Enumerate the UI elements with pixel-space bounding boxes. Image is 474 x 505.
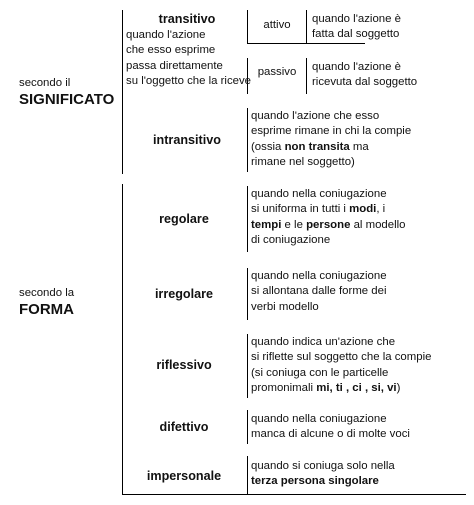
emphasis-non-transita: non transita bbox=[284, 140, 350, 153]
divider-attivo-desc bbox=[306, 10, 307, 43]
passivo-label: passivo bbox=[257, 66, 297, 78]
irregolare-desc-line: si allontana dalle forme dei bbox=[251, 285, 387, 298]
intransitivo-desc-line bbox=[251, 140, 411, 155]
intransitivo-title: intransitivo bbox=[153, 133, 221, 147]
impersonale-desc-line: quando si coniuga solo nella bbox=[251, 460, 395, 472]
attivo-desc-line: fatta dal soggetto bbox=[312, 28, 400, 41]
transitivo-title: transitivo bbox=[158, 12, 216, 26]
divider-riflessivo bbox=[247, 334, 248, 398]
divider-difettivo bbox=[247, 410, 248, 444]
riflessivo-desc-line: si riflette sul soggetto che la compie bbox=[251, 351, 432, 364]
regolare-desc-line bbox=[251, 202, 406, 217]
divider-attivo-passivo bbox=[247, 43, 365, 44]
text-fragment: promonimali bbox=[251, 382, 317, 395]
intransitivo-description bbox=[251, 109, 411, 171]
category-forma-title: FORMA bbox=[19, 301, 74, 318]
divider-irregolare bbox=[247, 268, 248, 320]
table-bottom-line bbox=[122, 494, 466, 495]
impersonale-desc-line bbox=[251, 474, 395, 489]
text-fragment: e le bbox=[281, 218, 307, 231]
intransitivo-desc-line: rimane nel soggetto) bbox=[251, 156, 355, 169]
riflessivo-description bbox=[251, 335, 431, 397]
irregolare-title: irregolare bbox=[154, 287, 214, 301]
category-forma-prefix: secondo la bbox=[19, 287, 75, 299]
category-significato-title: SIGNIFICATO bbox=[19, 91, 115, 108]
difettivo-desc-line: manca di alcune o di molte voci bbox=[251, 428, 410, 441]
transitivo-desc-line: quando l'azione bbox=[126, 29, 206, 41]
regolare-desc-line bbox=[251, 218, 406, 233]
passivo-desc-line: ricevuta dal soggetto bbox=[312, 76, 418, 89]
emphasis-tempi: tempi bbox=[251, 218, 282, 231]
text-fragment: ma bbox=[349, 140, 369, 153]
divider-passivo-desc bbox=[306, 58, 307, 94]
emphasis-terza-persona: terza persona singolare bbox=[251, 475, 379, 488]
intransitivo-desc-line: esprime rimane in chi la compie bbox=[251, 125, 412, 138]
category-significato bbox=[19, 76, 114, 110]
riflessivo-title: riflessivo bbox=[156, 358, 212, 372]
irregolare-desc-line: quando nella coniugazione bbox=[251, 270, 387, 282]
divider-significato bbox=[122, 10, 123, 174]
riflessivo-desc-line: (si coniuga con le particelle bbox=[251, 366, 389, 379]
transitivo-desc-line: che esso esprime bbox=[126, 44, 216, 57]
emphasis-persone: persone bbox=[306, 218, 351, 231]
text-fragment: ) bbox=[396, 382, 401, 395]
regolare-desc-line: quando nella coniugazione bbox=[251, 188, 387, 200]
text-fragment: si uniforma in tutti i bbox=[251, 203, 350, 216]
irregolare-desc-line: verbi modello bbox=[251, 300, 319, 313]
irregolare-description bbox=[251, 269, 387, 315]
impersonale-description bbox=[251, 459, 395, 490]
category-forma bbox=[19, 286, 74, 320]
text-fragment: al modello bbox=[350, 218, 406, 231]
difettivo-description bbox=[251, 412, 410, 443]
attivo-description bbox=[312, 12, 401, 43]
divider-forma bbox=[122, 184, 123, 494]
transitivo-desc-line: passa direttamente bbox=[126, 59, 223, 72]
category-significato-prefix: secondo il bbox=[19, 77, 71, 89]
divider-intransitivo bbox=[247, 108, 248, 172]
riflessivo-desc-line: quando indica un'azione che bbox=[251, 336, 396, 348]
attivo-desc-line: quando l'azione è bbox=[312, 13, 401, 25]
regolare-description bbox=[251, 187, 406, 249]
text-fragment: , i bbox=[376, 203, 386, 216]
riflessivo-desc-line bbox=[251, 381, 431, 396]
regolare-desc-line: di coniugazione bbox=[251, 234, 331, 247]
difettivo-title: difettivo bbox=[159, 420, 209, 434]
transitivo-description bbox=[126, 28, 251, 90]
passivo-description bbox=[312, 60, 417, 91]
divider-impersonale bbox=[247, 456, 248, 494]
passivo-desc-line: quando l'azione è bbox=[312, 61, 401, 73]
transitivo-desc-line: su l'oggetto che la riceve bbox=[126, 75, 252, 88]
impersonale-title: impersonale bbox=[146, 469, 222, 483]
emphasis-particelle: mi, ti , ci , si, vi bbox=[316, 382, 397, 395]
text-fragment: (ossia bbox=[251, 140, 285, 153]
difettivo-desc-line: quando nella coniugazione bbox=[251, 413, 387, 425]
intransitivo-desc-line: quando l'azione che esso bbox=[251, 110, 380, 122]
regolare-title: regolare bbox=[159, 212, 209, 226]
divider-regolare bbox=[247, 186, 248, 252]
emphasis-modi: modi bbox=[349, 203, 377, 216]
attivo-label: attivo bbox=[263, 19, 291, 31]
